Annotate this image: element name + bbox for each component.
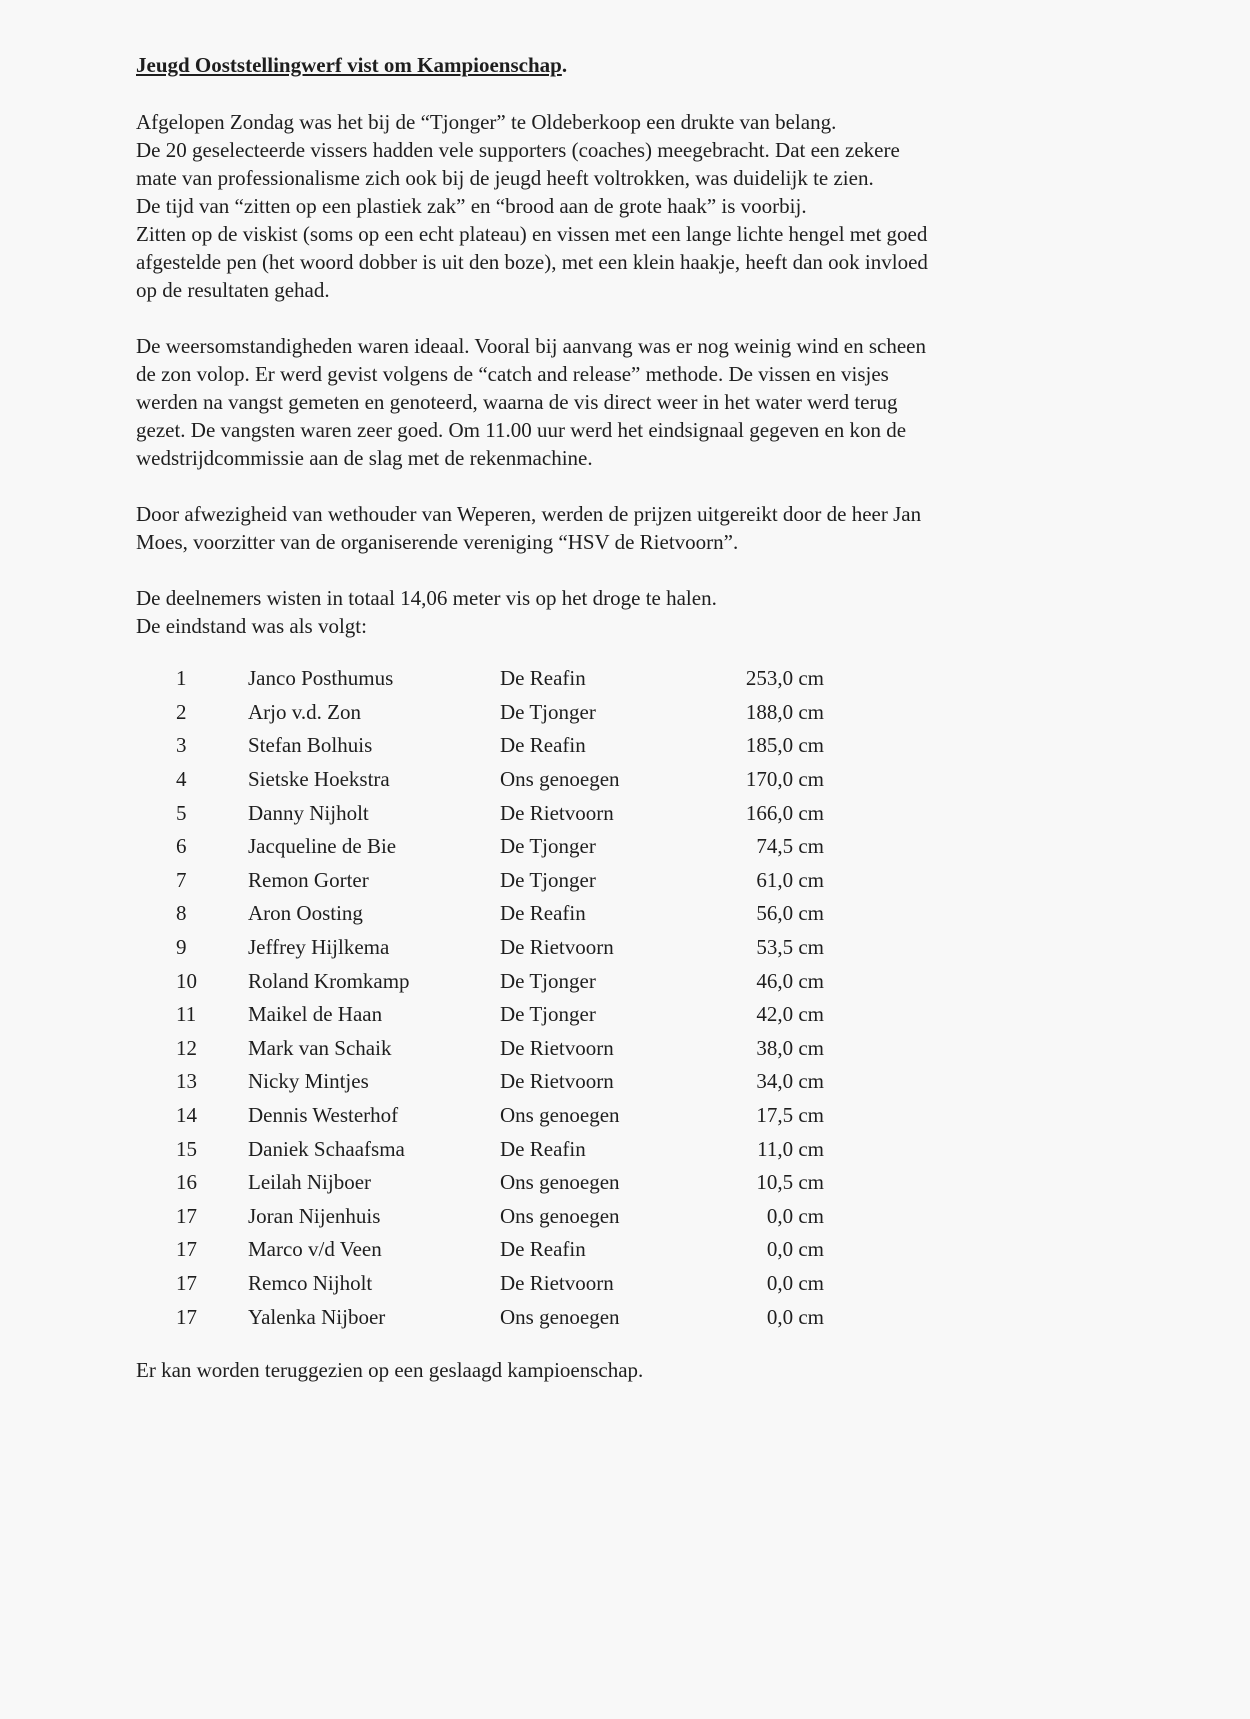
- name-cell: Leilah Nijboer: [248, 1170, 372, 1195]
- club-cell: De Rietvoorn: [500, 1069, 614, 1094]
- club-cell: Ons genoegen: [500, 1170, 620, 1195]
- club-cell: De Reafin: [500, 1237, 586, 1262]
- text-line: op de resultaten gehad.: [136, 278, 330, 302]
- name-cell: Marco v/d Veen: [248, 1237, 382, 1262]
- club-cell: Ons genoegen: [500, 1304, 620, 1329]
- club-cell: De Reafin: [500, 733, 586, 758]
- table-row: [176, 964, 824, 998]
- club-cell: Ons genoegen: [500, 767, 620, 792]
- club-cell: De Tjonger: [500, 834, 596, 859]
- length-cell: 46,0 cm: [756, 968, 824, 993]
- name-cell: Roland Kromkamp: [248, 968, 410, 993]
- club-cell: De Rietvoorn: [500, 1035, 614, 1060]
- rank-cell: 16: [176, 1170, 197, 1195]
- text-line: gezet. De vangsten waren zeer goed. Om 11.00 uur werd het eindsignaal gegeven en kon de: [136, 418, 907, 442]
- rank-cell: 15: [176, 1136, 197, 1161]
- club-cell: De Reafin: [500, 1136, 586, 1161]
- table-row: [176, 763, 824, 797]
- table-row: [176, 1300, 824, 1334]
- table-row: [176, 1099, 824, 1133]
- length-cell: 253,0 cm: [745, 666, 824, 691]
- rank-cell: 11: [176, 1002, 197, 1027]
- table-row: [176, 662, 824, 696]
- length-cell: 166,0 cm: [745, 800, 824, 825]
- rank-cell: 17: [176, 1304, 197, 1329]
- rank-cell: 1: [176, 666, 187, 691]
- closing-line: Er kan worden teruggezien op een geslaagd kampioenschap.: [136, 1357, 644, 1382]
- name-cell: Remco Nijholt: [248, 1270, 373, 1295]
- length-cell: 185,0 cm: [745, 733, 824, 758]
- text-line: Afgelopen Zondag was het bij de “Tjonger” te Oldeberkoop een drukte van belang.: [136, 110, 837, 134]
- rank-cell: 17: [176, 1203, 197, 1228]
- paragraph-prizes: [136, 500, 1076, 556]
- rank-cell: 12: [176, 1035, 197, 1060]
- length-cell: 0,0 cm: [766, 1203, 824, 1228]
- article-title: [136, 50, 1076, 80]
- name-cell: Mark van Schaik: [248, 1035, 392, 1060]
- length-cell: 53,5 cm: [756, 935, 824, 960]
- name-cell: Jeffrey Hijlkema: [248, 935, 390, 960]
- length-cell: 34,0 cm: [756, 1069, 824, 1094]
- rank-cell: 3: [176, 733, 187, 758]
- name-cell: Sietske Hoekstra: [248, 767, 390, 792]
- text-line: De deelnemers wisten in totaal 14,06 meter vis op het droge te halen.: [136, 586, 717, 610]
- length-cell: 42,0 cm: [756, 1002, 824, 1027]
- club-cell: De Tjonger: [500, 1002, 596, 1027]
- length-cell: 17,5 cm: [756, 1103, 824, 1128]
- length-cell: 0,0 cm: [766, 1237, 824, 1262]
- length-cell: 0,0 cm: [766, 1304, 824, 1329]
- paragraph-totals: [136, 584, 1076, 640]
- club-cell: De Rietvoorn: [500, 800, 614, 825]
- table-row: [176, 796, 824, 830]
- rank-cell: 17: [176, 1270, 197, 1295]
- article-title-period: .: [561, 53, 568, 77]
- table-row: [176, 897, 824, 931]
- rank-cell: 5: [176, 800, 187, 825]
- rank-cell: 7: [176, 867, 187, 892]
- text-line: werden na vangst gemeten en genoteerd, waarna de vis direct weer in het water werd terug: [136, 390, 898, 414]
- table-row: [176, 931, 824, 965]
- length-cell: 38,0 cm: [756, 1035, 824, 1060]
- rank-cell: 2: [176, 699, 187, 724]
- club-cell: De Rietvoorn: [500, 935, 614, 960]
- table-row: [176, 1233, 824, 1267]
- name-cell: Yalenka Nijboer: [248, 1304, 386, 1329]
- club-cell: De Reafin: [500, 901, 586, 926]
- name-cell: Nicky Mintjes: [248, 1069, 369, 1094]
- club-cell: Ons genoegen: [500, 1103, 620, 1128]
- table-row: [176, 864, 824, 898]
- text-line: De 20 geselecteerde vissers hadden vele supporters (coaches) meegebracht. Dat een zekere: [136, 138, 900, 162]
- length-cell: 56,0 cm: [756, 901, 824, 926]
- club-cell: De Tjonger: [500, 867, 596, 892]
- name-cell: Danny Nijholt: [248, 800, 369, 825]
- table-row: [176, 1065, 824, 1099]
- document-body: [136, 50, 1076, 1384]
- name-cell: Dennis Westerhof: [248, 1103, 399, 1128]
- club-cell: De Rietvoorn: [500, 1270, 614, 1295]
- table-row: [176, 1267, 824, 1301]
- rank-cell: 10: [176, 968, 197, 993]
- paragraph-intro: [136, 108, 1076, 304]
- text-line: De eindstand was als volgt:: [136, 614, 367, 638]
- text-line: afgestelde pen (het woord dobber is uit den boze), met een klein haakje, heeft dan ook invloed: [136, 250, 928, 274]
- table-row: [176, 1200, 824, 1234]
- table-row: [176, 1166, 824, 1200]
- length-cell: 74,5 cm: [756, 834, 824, 859]
- name-cell: Stefan Bolhuis: [248, 733, 373, 758]
- rank-cell: 4: [176, 767, 187, 792]
- length-cell: 10,5 cm: [756, 1170, 824, 1195]
- rank-cell: 13: [176, 1069, 197, 1094]
- club-cell: De Reafin: [500, 666, 586, 691]
- results-table-body: [176, 662, 824, 1334]
- length-cell: 188,0 cm: [745, 699, 824, 724]
- table-row: [176, 696, 824, 730]
- text-line: Moes, voorzitter van de organiserende vereniging “HSV de Rietvoorn”.: [136, 530, 739, 554]
- name-cell: Daniek Schaafsma: [248, 1136, 405, 1161]
- text-line: Door afwezigheid van wethouder van Weperen, werden de prijzen uitgereikt door de heer Jan: [136, 502, 922, 526]
- text-line: Zitten op de viskist (soms op een echt plateau) en vissen met een lange lichte hengel met goed: [136, 222, 928, 246]
- table-row: [176, 729, 824, 763]
- name-cell: Jacqueline de Bie: [248, 834, 397, 859]
- name-cell: Aron Oosting: [248, 901, 363, 926]
- name-cell: Remon Gorter: [248, 867, 369, 892]
- length-cell: 11,0 cm: [757, 1136, 824, 1161]
- length-cell: 61,0 cm: [756, 867, 824, 892]
- name-cell: Joran Nijenhuis: [248, 1203, 381, 1228]
- results-table: [176, 662, 824, 1334]
- rank-cell: 8: [176, 901, 187, 926]
- article-title-text: Jeugd Ooststellingwerf vist om Kampioenschap: [136, 53, 562, 77]
- table-row: [176, 1132, 824, 1166]
- club-cell: De Tjonger: [500, 968, 596, 993]
- name-cell: Arjo v.d. Zon: [248, 699, 361, 724]
- table-row: [176, 998, 824, 1032]
- rank-cell: 9: [176, 935, 187, 960]
- table-row: [176, 830, 824, 864]
- length-cell: 0,0 cm: [766, 1270, 824, 1295]
- name-cell: Janco Posthumus: [248, 666, 394, 691]
- text-line: de zon volop. Er werd gevist volgens de “catch and release” methode. De vissen en visjes: [136, 362, 889, 386]
- name-cell: Maikel de Haan: [248, 1002, 383, 1027]
- text-line: mate van professionalisme zich ook bij de jeugd heeft voltrokken, was duidelijk te zien.: [136, 166, 874, 190]
- paragraph-weather: [136, 332, 1076, 472]
- rank-cell: 14: [176, 1103, 197, 1128]
- text-line: De weersomstandigheden waren ideaal. Vooral bij aanvang was er nog weinig wind en scheen: [136, 334, 926, 358]
- rank-cell: 6: [176, 834, 187, 859]
- text-line: De tijd van “zitten op een plastiek zak” en “brood aan de grote haak” is voorbij.: [136, 194, 807, 218]
- length-cell: 170,0 cm: [745, 767, 824, 792]
- rank-cell: 17: [176, 1237, 197, 1262]
- text-line: wedstrijdcommissie aan de slag met de rekenmachine.: [136, 446, 593, 470]
- table-row: [176, 1032, 824, 1066]
- club-cell: De Tjonger: [500, 699, 596, 724]
- club-cell: Ons genoegen: [500, 1203, 620, 1228]
